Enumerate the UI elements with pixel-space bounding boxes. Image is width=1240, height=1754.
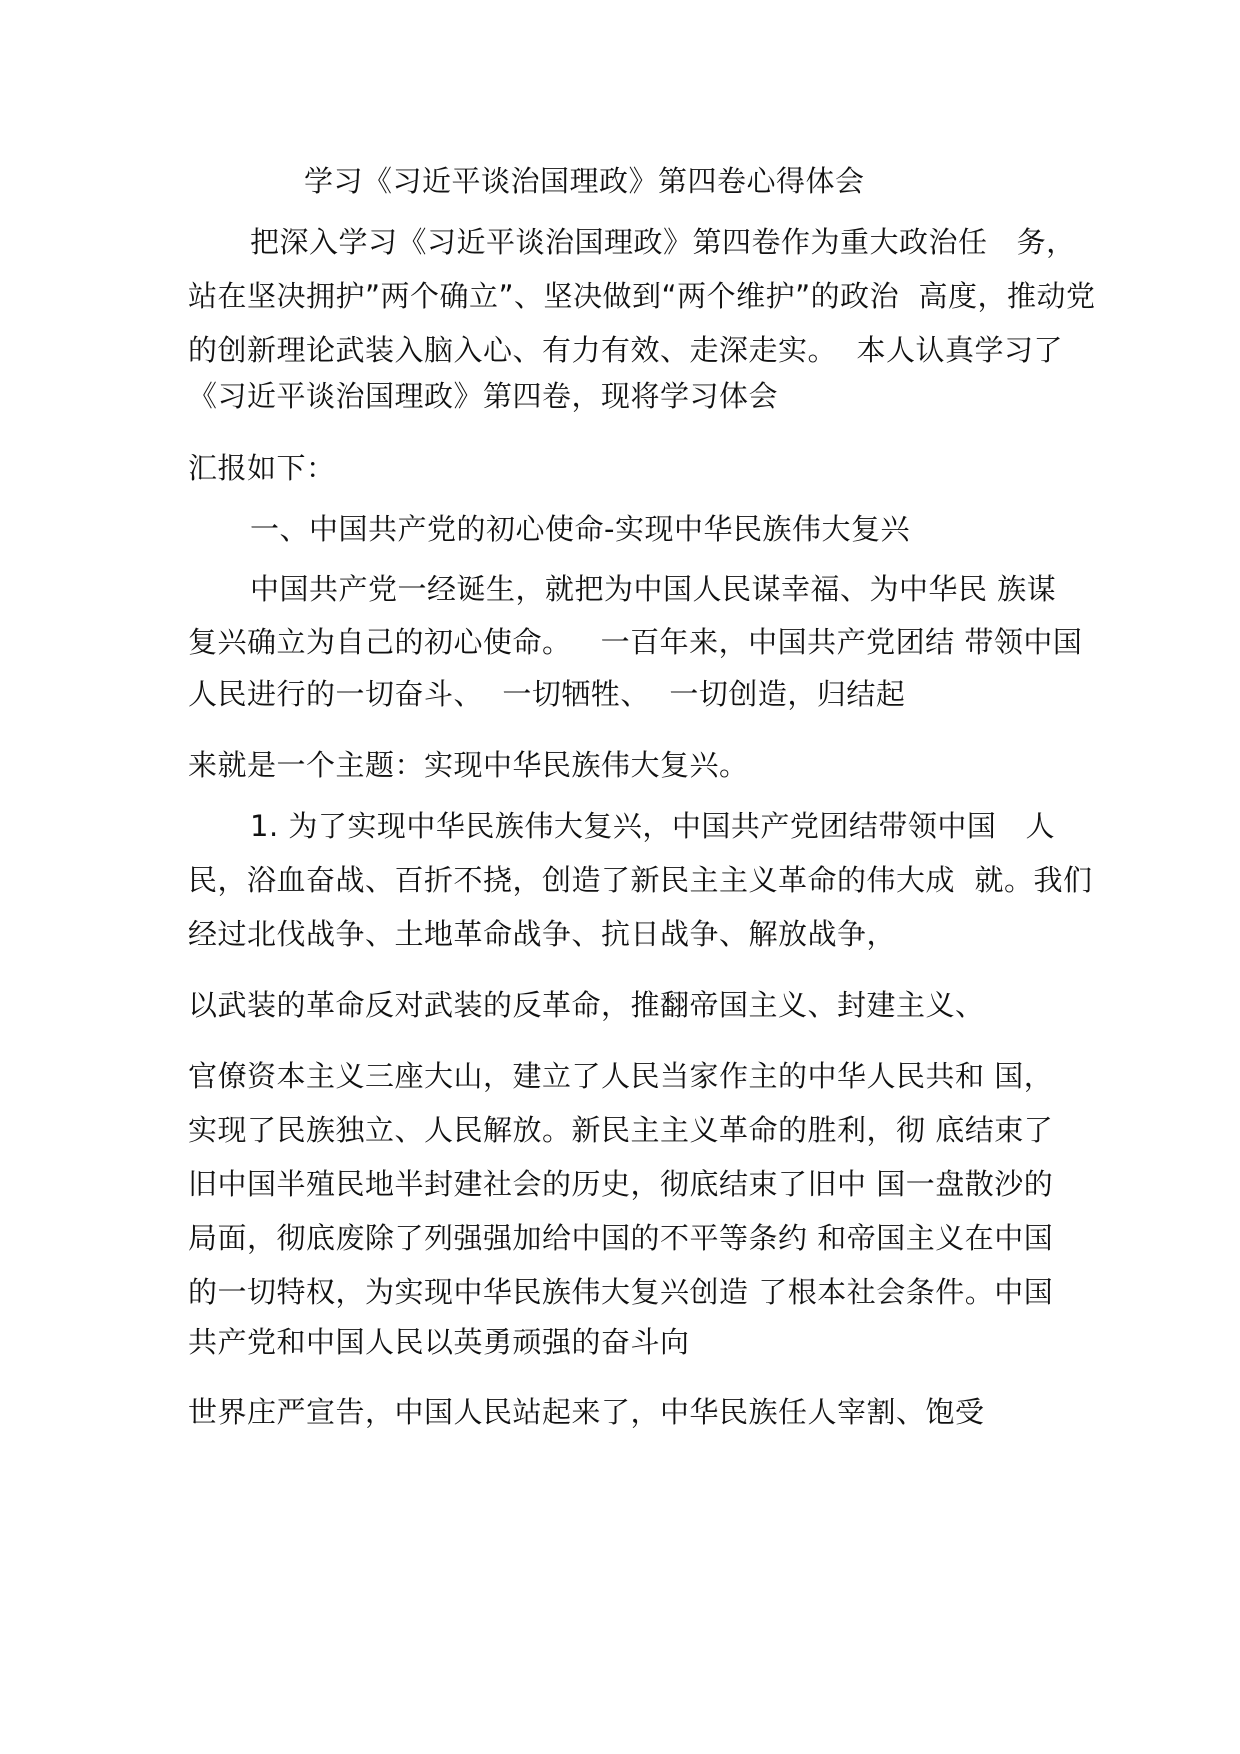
paragraph-line: 旧中国半殖民地半封建社会的历史，彻底结束了旧中 国一盘散沙的 [188,1167,1054,1201]
paragraph-line: 经过北伐战争、土地革命战争、抗日战争、解放战争， [188,917,897,951]
section-heading: 一、中国共产党的初心使命-实现中华民族伟大复兴 [250,512,910,546]
paragraph-line: 人民进行的一切奋斗、 一切牺牲、 一切创造，归结起 [188,677,906,711]
paragraph-line: 官僚资本主义三座大山，建立了人民当家作主的中华人民共和 国， [188,1059,1054,1093]
paragraph-line: 把深入学习《习近平谈治国理政》第四卷作为重大政治任 务， [250,225,1076,259]
paragraph-line: 共产党和中国人民以英勇顽强的奋斗向 [188,1325,690,1359]
paragraph-line: 以武装的革命反对武装的反革命，推翻帝国主义、封建主义、 [188,988,985,1022]
paragraph-line: 汇报如下： [188,451,336,485]
paragraph-line: 站在坚决拥护”两个确立”、坚决做到“两个维护”的政治 高度，推动党 [188,279,1096,313]
paragraph-line: 局面，彻底废除了列强强加给中国的不平等条约 和帝国主义在中国 [188,1221,1054,1255]
paragraph-line: 的创新理论武装入脑入心、有力有效、走深走实。 本人认真学习了 [188,333,1063,367]
paragraph-line: 复兴确立为自己的初心使命。 一百年来，中国共产党团结 带领中国 [188,625,1083,659]
paragraph-line: 1. 为了实现中华民族伟大复兴，中国共产党团结带领中国 人 [250,809,1056,843]
paragraph-line: 实现了民族独立、人民解放。新民主主义革命的胜利，彻 底结束了 [188,1113,1054,1147]
document-title: 学习《习近平谈治国理政》第四卷心得体会 [304,164,865,198]
paragraph-line: 的一切特权，为实现中华民族伟大复兴创造 了根本社会条件。中国 [188,1275,1054,1309]
paragraph-line: 民，浴血奋战、百折不挠，创造了新民主主义革命的伟大成 就。我们 [188,863,1093,897]
paragraph-line: 中国共产党一经诞生，就把为中国人民谋幸福、为中华民 族谋 [250,572,1057,606]
paragraph-line: 《习近平谈治国理政》第四卷，现将学习体会 [188,379,779,413]
paragraph-line: 来就是一个主题：实现中华民族伟大复兴。 [188,748,749,782]
paragraph-line: 世界庄严宣告，中国人民站起来了，中华民族任人宰割、饱受 [188,1395,985,1429]
